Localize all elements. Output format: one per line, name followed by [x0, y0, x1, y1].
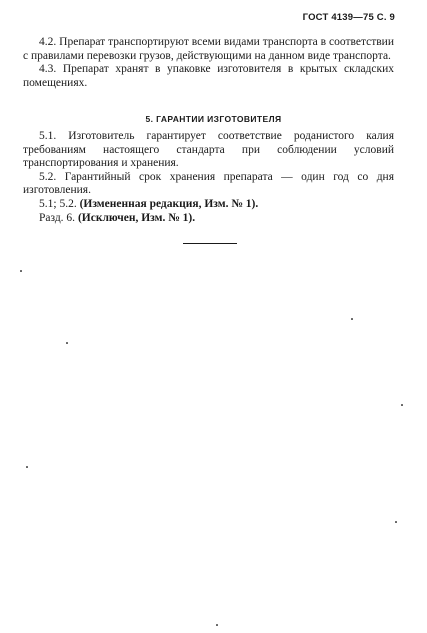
paragraph-5-2: 5.2. Гарантийный срок хранения препарата — один год со дня изготовления. — [23, 170, 394, 197]
amendment-note-2 — [23, 212, 394, 226]
page-header: ГОСТ 4139—75 С. 9 — [302, 12, 395, 23]
paragraph-5-1: 5.1. Изготовитель гарантирует соответствие роданистого калия требованиям настоящего стандарта при соблюдении условий транспортирования и хранения. — [23, 130, 394, 170]
section-4-body — [23, 36, 394, 90]
amendment-note-1 — [23, 198, 394, 212]
scan-speck — [66, 342, 68, 344]
paragraph-4-2: 4.2. Препарат транспортируют всеми видами транспорта в соответствии с правилами перевозки грузов, действующими на данном виде транспорта. — [23, 36, 394, 62]
scan-speck — [26, 466, 28, 468]
amendment-note-1-prefix: 5.1; 5.2. — [39, 197, 80, 210]
scan-speck — [20, 270, 22, 272]
scan-speck — [351, 318, 353, 320]
amendment-note-1-text: (Измененная редакция, Изм. № 1). — [79, 197, 259, 210]
amendment-note-2-prefix: Разд. 6. — [39, 211, 78, 224]
section-5-body — [23, 130, 394, 225]
section-title: 5. ГАРАНТИИ ИЗГОТОВИТЕЛЯ — [145, 114, 282, 124]
scan-speck — [395, 521, 397, 523]
scan-speck — [216, 624, 218, 626]
end-rule — [183, 243, 237, 244]
paragraph-4-3: 4.3. Препарат хранят в упаковке изготовителя в крытых складских помещениях. — [23, 63, 394, 89]
amendment-note-2-text: (Исключен, Изм. № 1). — [77, 211, 196, 224]
scan-speck — [401, 404, 403, 406]
